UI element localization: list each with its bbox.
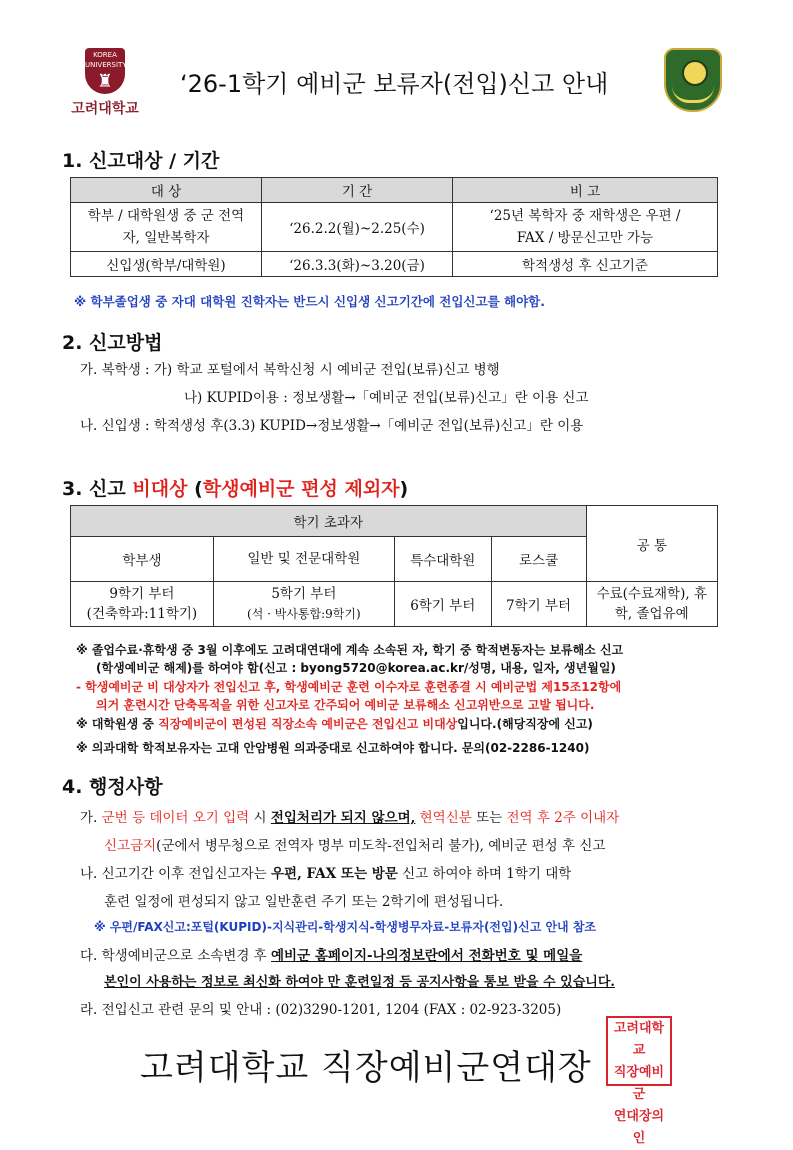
section1-heading: 1. 신고대상 / 기간	[62, 150, 220, 172]
note3-prefix: ※ 대학원생 중	[76, 717, 159, 731]
ga-red4: 신고금지	[104, 838, 157, 854]
note3-red: 직장예비군이 편성된 직장소속 예비군은 전입신고 비대상	[158, 717, 458, 731]
col-special: 특수대학원	[394, 537, 491, 582]
issuer-name: 고려대학교 직장예비군연대장	[140, 1048, 592, 1088]
ga-mid1: 시	[249, 810, 271, 826]
section4-blue-note: ※ 우편/FAX신고:포털(KUPID)-지식관리-학생지식-학생병무자료-보류자(전입)신고 안내 참조	[94, 920, 597, 934]
emblem-center-icon	[682, 60, 708, 86]
ga-red3: 전역 후 2주 이내자	[506, 810, 620, 826]
val-undergrad	[71, 582, 214, 627]
section3-heading-red1: 비대상	[132, 478, 188, 500]
section3-table	[70, 505, 718, 627]
section1-table	[70, 177, 718, 277]
col-grad: 일반 및 전문대학원	[213, 537, 394, 582]
section4-ra: 라. 전입신고 관련 문의 및 안내 : (02)3290-1201, 1204 (FAX : 02-923-3205)	[80, 1002, 562, 1018]
section2-line1: 가. 복학생 : 가) 학교 포털에서 복학신청 시 예비군 전입(보류)신고 병행	[80, 362, 500, 378]
logo-text: KOREA UNIVERSITY	[85, 51, 127, 69]
section4-ga-line2	[104, 834, 605, 854]
col-law: 로스쿨	[491, 537, 586, 582]
section4-da-line1	[80, 944, 582, 964]
section3-note4: ※ 의과대학 학적보유자는 고대 안암병원 의과중대로 신고하여야 합니다. 문의(02-2286-1240)	[76, 741, 590, 755]
val-special: 6학기 부터	[394, 582, 491, 627]
note3-suffix: 입니다.(해당직장에 신고)	[457, 717, 593, 731]
val-common: 수료(수료재학), 휴학, 졸업유예	[586, 582, 717, 627]
section3-heading-red2: 학생예비군 편성 제외자	[202, 478, 400, 500]
seal-line3: 연대장의인	[613, 1109, 665, 1146]
da-prefix: 다. 학생예비군으로 소속변경 후	[80, 948, 271, 964]
na-prefix: 나. 신고기간 이후 전입신고자는	[80, 866, 271, 882]
tiger-icon: ♜	[96, 71, 114, 92]
section3-note2b: 의거 훈련시간 단축목적을 위한 신고자로 간주되어 예비군 보류해소 신고위반으로 고발 됩니다.	[96, 698, 595, 712]
section4-ga-line1	[80, 806, 619, 826]
section3-note1b: (학생예비군 해제)를 하여야 함(신고 : byong5720@korea.ac.kr/성명, 내용, 일자, 생년월일)	[96, 661, 616, 675]
row2-period: ‘26.3.3(화)~3.20(금)	[262, 252, 453, 277]
section2-line2: 나) KUPID이용 : 정보생활→「예비군 전입(보류)신고」란 이용 신고	[184, 390, 589, 406]
section4-na-line1	[80, 862, 571, 882]
section3-heading-prefix: 3. 신고	[62, 478, 133, 500]
val-grad	[213, 582, 394, 627]
section3-heading	[62, 474, 408, 501]
section4-heading: 4. 행정사항	[62, 776, 163, 798]
page-title: ‘26-1학기 예비군 보류자(전입)신고 안내	[180, 70, 609, 98]
col-undergrad: 학부생	[71, 537, 214, 582]
seal-line1: 고려대학교	[613, 1021, 665, 1058]
table-row	[71, 252, 718, 277]
na-rest: 신고 하여야 하며 1학기 대학	[397, 866, 572, 882]
row1-note: ‘25년 복학자 중 재학생은 우편 / FAX / 방문신고만 가능	[453, 203, 718, 252]
common-header: 공 통	[586, 506, 717, 582]
table-row	[71, 203, 718, 252]
ga-prefix: 가.	[80, 810, 102, 826]
section3-heading-mid: (	[187, 478, 203, 500]
table-row	[71, 582, 718, 627]
ga-mid2: 또는	[471, 810, 507, 826]
section4-da-line2: 본인이 사용하는 정보로 최신화 하여야 만 훈련일정 등 공지사항을 통보 받을 수 있습니다.	[104, 975, 615, 990]
da-bold: 예비군 홈페이지-나의정보란에서 전화번호 및 메일을	[271, 948, 583, 964]
ga-red1: 군번 등 데이터 오기 입력	[101, 810, 250, 826]
val-law: 7학기 부터	[491, 582, 586, 627]
section4-na-line2: 훈련 일정에 편성되지 않고 일반훈련 주기 또는 2학기에 편성됩니다.	[104, 894, 504, 910]
emblem-laurel-icon	[672, 86, 714, 103]
section3-note3	[76, 715, 593, 732]
row2-note: 학적생성 후 신고기준	[453, 252, 718, 277]
reserve-forces-emblem-icon	[664, 48, 722, 112]
val-undergrad-main: 9학기 부터	[109, 586, 175, 602]
university-name: 고려대학교	[71, 101, 139, 117]
row1-target: 학부 / 대학원생 중 군 전역자, 일반복학자	[71, 203, 262, 252]
section1-notice: ※ 학부졸업생 중 자대 대학원 진학자는 반드시 신입생 신고기간에 전입신고를 해야함.	[74, 294, 545, 309]
tiger-crest-icon	[85, 48, 125, 94]
section2-line3: 나. 신입생 : 학적생성 후(3.3) KUPID→정보생활→「예비군 전입(보류)신고」란 이용	[80, 418, 584, 434]
val-grad-sub: (석 · 박사통합:9학기)	[247, 607, 361, 621]
col-period: 기 간	[262, 178, 453, 203]
na-bold: 우편, FAX 또는 방문	[271, 866, 398, 882]
university-logo	[60, 48, 150, 118]
section3-heading-suffix: )	[399, 478, 409, 500]
section2-heading: 2. 신고방법	[62, 332, 163, 354]
group-header: 학기 초과자	[71, 506, 587, 537]
row1-period: ‘26.2.2(월)~2.25(수)	[262, 203, 453, 252]
section3-note1a: ※ 졸업수료·휴학생 중 3월 이후에도 고려대연대에 계속 소속된 자, 학기 중 학적변동자는 보류해소 신고	[76, 643, 624, 657]
val-undergrad-sub: (건축학과:11학기)	[86, 606, 198, 622]
official-seal-icon	[606, 1016, 672, 1146]
ga-rest: (군에서 병무청으로 전역자 명부 미도착-전입처리 불가), 예비군 편성 후 신고	[156, 838, 606, 854]
ga-red2: 현역신분	[415, 810, 472, 826]
col-note: 비 고	[453, 178, 718, 203]
ga-bold: 전입처리가 되지 않으며,	[270, 810, 416, 826]
row2-target: 신입생(학부/대학원)	[71, 252, 262, 277]
col-target: 대 상	[71, 178, 262, 203]
section3-note2a: - 학생예비군 비 대상자가 전입신고 후, 학생예비군 훈련 이수자로 훈련종결 시 예비군법 제15조12항에	[76, 680, 622, 694]
val-grad-main: 5학기 부터	[271, 586, 337, 602]
seal-line2: 직장예비군	[613, 1065, 665, 1102]
